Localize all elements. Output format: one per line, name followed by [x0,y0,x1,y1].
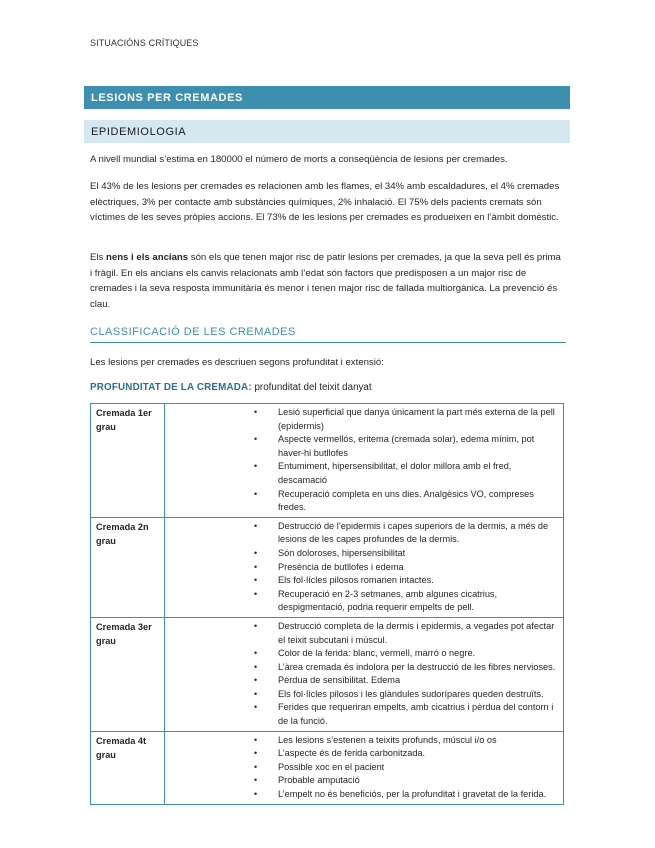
risk-bold-phrase: nens i els ancians [106,252,189,263]
list-item [170,433,559,460]
list-item-text: L’aspecte és de ferida carbonitzada. [278,748,426,759]
list-item-text: Destrucció de l’epidermis i capes superiors de la dermis, a més de lesions de les capes profundes de la dermis. [278,520,549,545]
bullet-icon: • [254,547,258,558]
risk-rest: són els que tenen major risc de patir lesions per cremades, ja que la seva pell és prima i fràgil. En els ancians els canvis relacionats amb l’edat són factors que predisposen a un major risc de cremades i la seva resposta immunitària és menor i tenen major risc de fallada multiorgànica. La prevenció és clau. [90,252,561,310]
list-item-text: Els fol·lícles pilosos romanen intactes. [278,575,434,586]
burn-grades-table [90,403,564,805]
table-row [91,617,564,731]
list-item-text: Entumiment, hipersensibilitat, el dolor millora amb el fred, descamació [278,461,512,485]
grade-characteristics-list [170,620,559,729]
list-item-text: Recuperació completa en uns dies. Analgèsics VO, compreses fredes. [278,488,534,513]
list-item [170,488,559,515]
grade-characteristics-list [170,406,559,515]
grade-name-cell: Cremada 1er grau [91,404,165,518]
list-item-text: Els fol·lícles pilosos i les glàndules sudorípares queden destruïts. [278,688,544,699]
bullet-icon: • [254,575,258,586]
bullet-icon: • [254,748,258,759]
chapter-banner: LESIONS PER CREMADES [84,86,570,109]
bullet-icon: • [254,789,258,800]
grade-name-cell: Cremada 2n grau [91,517,165,617]
list-item [170,574,559,588]
bullet-icon: • [254,734,258,745]
bullet-icon: • [254,761,258,772]
table-row [91,404,564,518]
grade-characteristics-list [170,520,559,615]
grade-name-cell: Cremada 4t grau [91,731,165,804]
bullet-icon: • [254,675,258,686]
list-item [170,661,559,675]
list-item [170,460,559,487]
bullet-icon: • [254,434,258,445]
bullet-icon: • [254,702,258,713]
list-item [170,674,559,688]
list-item-text: Destrucció completa de la dermis i epidermis, a vegades pot afectar el teixit subcutani i múscul. [278,620,555,645]
list-item-text: Color de la ferida: blanc, vermell, marró o negre. [278,648,476,659]
depth-label [90,382,372,393]
table-row [91,731,564,804]
bullet-icon: • [254,520,258,531]
list-item [170,647,559,661]
list-item [170,701,559,728]
section-heading-epidemiologia: EPIDEMIOLOGIA [84,120,570,143]
bullet-icon: • [254,488,258,499]
list-item-text: Probable amputació [278,775,360,786]
list-item [170,761,559,775]
list-item [170,747,559,761]
list-item [170,547,559,561]
list-item-text: Lesió superficial que danya únicament la part més externa de la pell (epidermis) [278,407,555,431]
running-header: SITUACIÓNS CRÍTIQUES [90,38,199,48]
bullet-icon: • [254,461,258,472]
list-item [170,734,559,748]
list-item [170,520,559,547]
grade-description-cell [165,517,564,617]
depth-label-bold: PROFUNDITAT DE LA CREMADA: [90,382,252,393]
list-item [170,688,559,702]
list-item-text: Aspecte vermellós, eritema (cremada solar), edema mínim, pot haver-hi butllofes [278,434,535,458]
bullet-icon: • [254,620,258,631]
bullet-icon: • [254,407,258,417]
list-item-text: Són doloroses, hipersensibilitat [278,547,406,558]
classification-heading: CLASSIFICACIÓ DE LES CREMADES [90,326,566,343]
bullet-icon: • [254,775,258,786]
list-item-text: L’àrea cremada és indolora per la destrucció de les fibres nervioses. [278,661,556,672]
list-item-text: Recuperació en 2-3 setmanes, amb algunes cicatrius, despigmentació, podria requerir empelts de pell. [278,588,498,613]
bullet-icon: • [254,561,258,572]
list-item [170,774,559,788]
list-item-text: Pèrdua de sensibilitat. Edema [278,675,401,686]
list-item-text: Presència de butllofes i edema [278,561,404,572]
risk-prefix: Els [90,252,106,263]
list-item-text: Les lesions s’estenen a teixits profunds, múscul i/o os [278,734,497,745]
bullet-icon: • [254,661,258,672]
grade-characteristics-list [170,734,559,802]
list-item-text: L’empelt no és beneficiós, per la profunditat i gravetat de la ferida. [278,789,547,800]
classification-intro: Les lesions per cremades es descriuen segons profunditat i extensió: [90,357,384,368]
depth-label-rest: profunditat del teixit danyat [251,382,372,393]
table-row [91,517,564,617]
grade-description-cell [165,404,564,518]
paragraph-mortality: A nivell mundial s’estima en 180000 el número de morts a conseqüència de lesions per cremades. [90,154,508,165]
burn-grades-table-body [91,404,564,805]
grade-description-cell [165,731,564,804]
list-item [170,620,559,647]
grade-description-cell [165,617,564,731]
list-item [170,406,559,433]
paragraph-statistics: El 43% de les lesions per cremades es relacionen amb les flames, el 34% amb escaldadures, el 4% cremades elèctriques, 3% per contacte amb substàncies químiques, 2% inhalació. El 75% dels pacients cremats són víctimes de les seves pròpies accions. El 73% de les lesions per cremades es produeixen en l’àmbit domèstic. [90,181,560,224]
bullet-icon: • [254,688,258,699]
list-item-text: Ferides que requeriran empelts, amb cicatrius i pèrdua del contorn i de la funció. [278,702,554,727]
paragraph-risk-groups [90,250,562,312]
bullet-icon: • [254,648,258,659]
list-item [170,788,559,802]
list-item [170,561,559,575]
list-item [170,588,559,615]
list-item-text: Possible xoc en el pacient [278,761,385,772]
bullet-icon: • [254,588,258,599]
grade-name-cell: Cremada 3er grau [91,617,165,731]
